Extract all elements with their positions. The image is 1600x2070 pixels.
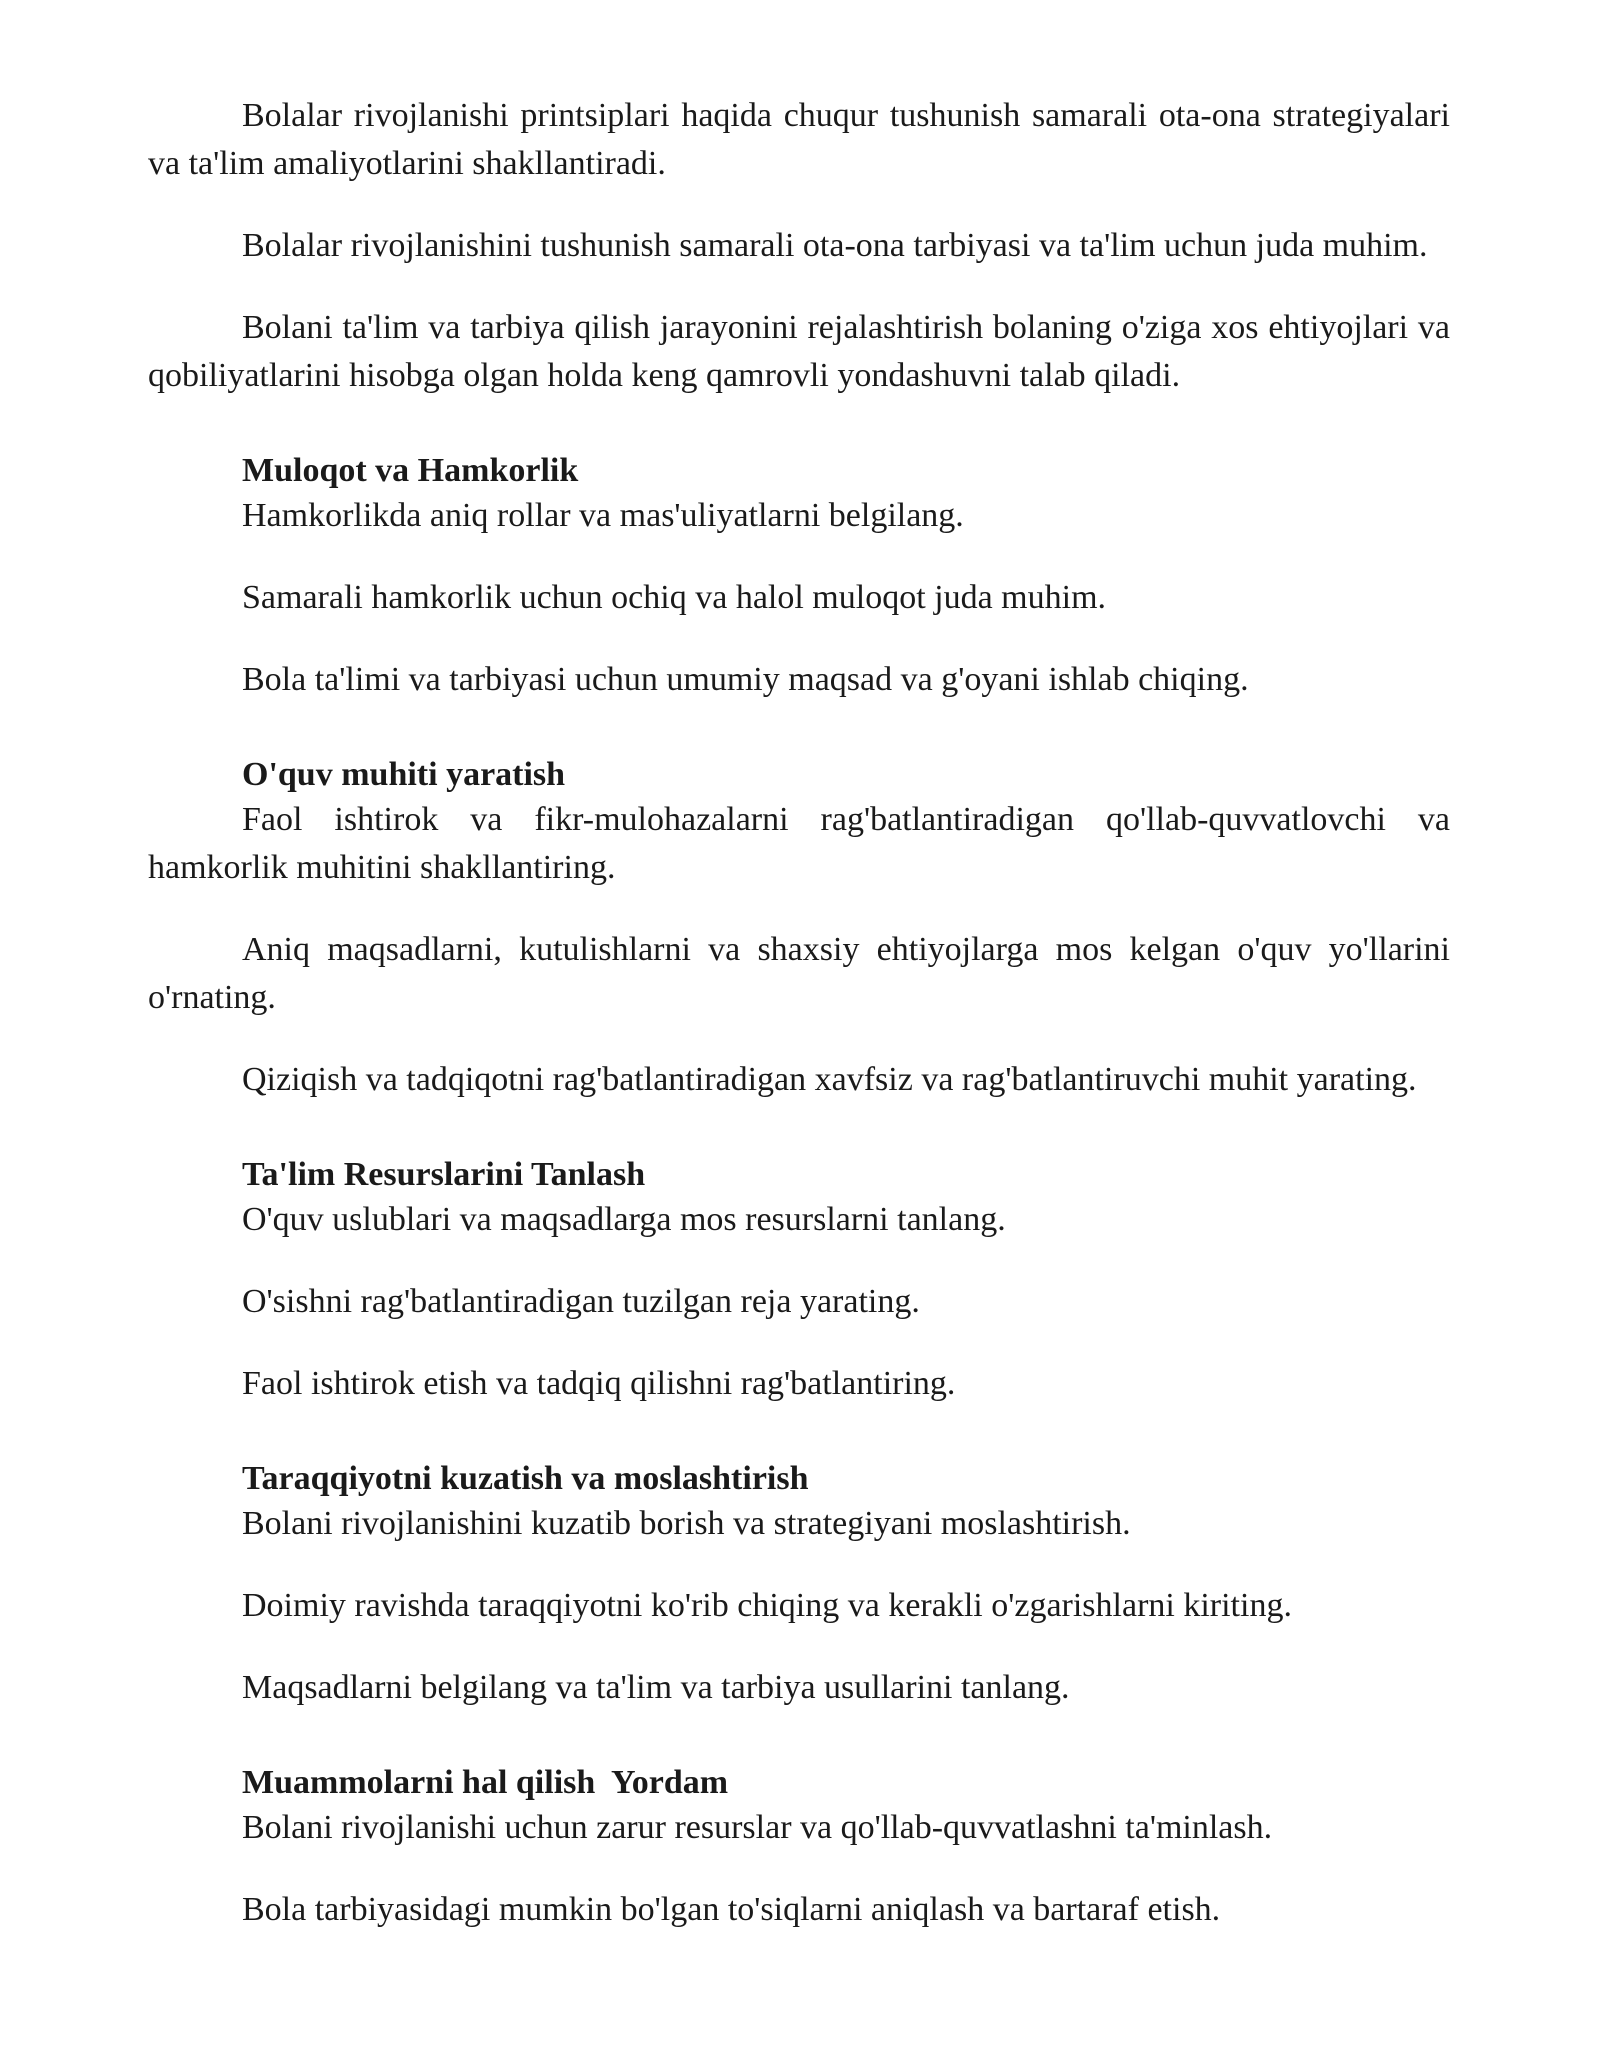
section-heading: Taraqqiyotni kuzatish va moslashtirish [242,1460,809,1497]
section-item: Faol ishtirok etish va tadqiq qilishni rag'batlantiring. [242,1365,956,1402]
section-resurslar [148,1154,1450,1408]
section-item: Bola ta'limi va tarbiyasi uchun umumiy maqsad va g'oyani ishlab chiqing. [242,661,1249,698]
section-item: Hamkorlikda aniq rollar va mas'uliyatlarni belgilang. [242,497,964,534]
section-heading: Ta'lim Resurslarini Tanlash [242,1156,646,1193]
section-item: Samarali hamkorlik uchun ochiq va halol muloqot juda muhim. [242,579,1107,616]
intro-paragraph: Bolalar rivojlanishini tushunish samarali ota-ona tarbiyasi va ta'lim uchun juda muhim. [242,227,1428,264]
section-item: Bola tarbiyasidagi mumkin bo'lgan to'siqlarni aniqlash va bartaraf etish. [242,1891,1221,1928]
intro-paragraph: Bolalar rivojlanishi printsiplari haqida chuqur tushunish samarali ota-ona strategiyalari va ta'lim amaliyotlarini shakllantiradi. [148,97,1450,182]
section-item: Bolani rivojlanishi uchun zarur resurslar va qo'llab-quvvatlashni ta'minlash. [242,1809,1273,1846]
section-heading: Muammolarni hal qilish Yordam [242,1764,729,1801]
section-item: Maqsadlarni belgilang va ta'lim va tarbiya usullarini tanlang. [242,1669,1070,1706]
section-item: Faol ishtirok va fikr-mulohazalarni rag'batlantiradigan qo'llab-quvvatlovchi va hamkorlik muhitini shakllantiring. [148,801,1450,886]
section-item: Doimiy ravishda taraqqiyotni ko'rib chiqing va kerakli o'zgarishlarni kiriting. [242,1587,1292,1624]
section-oquv-muhiti [148,754,1450,1104]
section-item: O'quv uslublari va maqsadlarga mos resurslarni tanlang. [242,1201,1006,1238]
document-page [148,92,1450,1984]
section-taraqqiyot [148,1458,1450,1712]
section-muloqot [148,450,1450,704]
section-item: Bolani rivojlanishini kuzatib borish va strategiyani moslashtirish. [242,1505,1131,1542]
section-item: Aniq maqsadlarni, kutulishlarni va shaxsiy ehtiyojlarga mos kelgan o'quv yo'llarini o'rnating. [148,931,1450,1016]
section-heading: O'quv muhiti yaratish [242,756,566,793]
section-item: Qiziqish va tadqiqotni rag'batlantiradigan xavfsiz va rag'batlantiruvchi muhit yarating. [242,1061,1417,1098]
section-heading: Muloqot va Hamkorlik [242,452,579,489]
section-item: O'sishni rag'batlantiradigan tuzilgan reja yarating. [242,1283,920,1320]
section-muammolar [148,1762,1450,1934]
intro-paragraph: Bolani ta'lim va tarbiya qilish jarayonini rejalashtirish bolaning o'ziga xos ehtiyojlari va qobiliyatlarini hisobga olgan holda keng qamrovli yondashuvni talab qiladi. [148,309,1450,394]
